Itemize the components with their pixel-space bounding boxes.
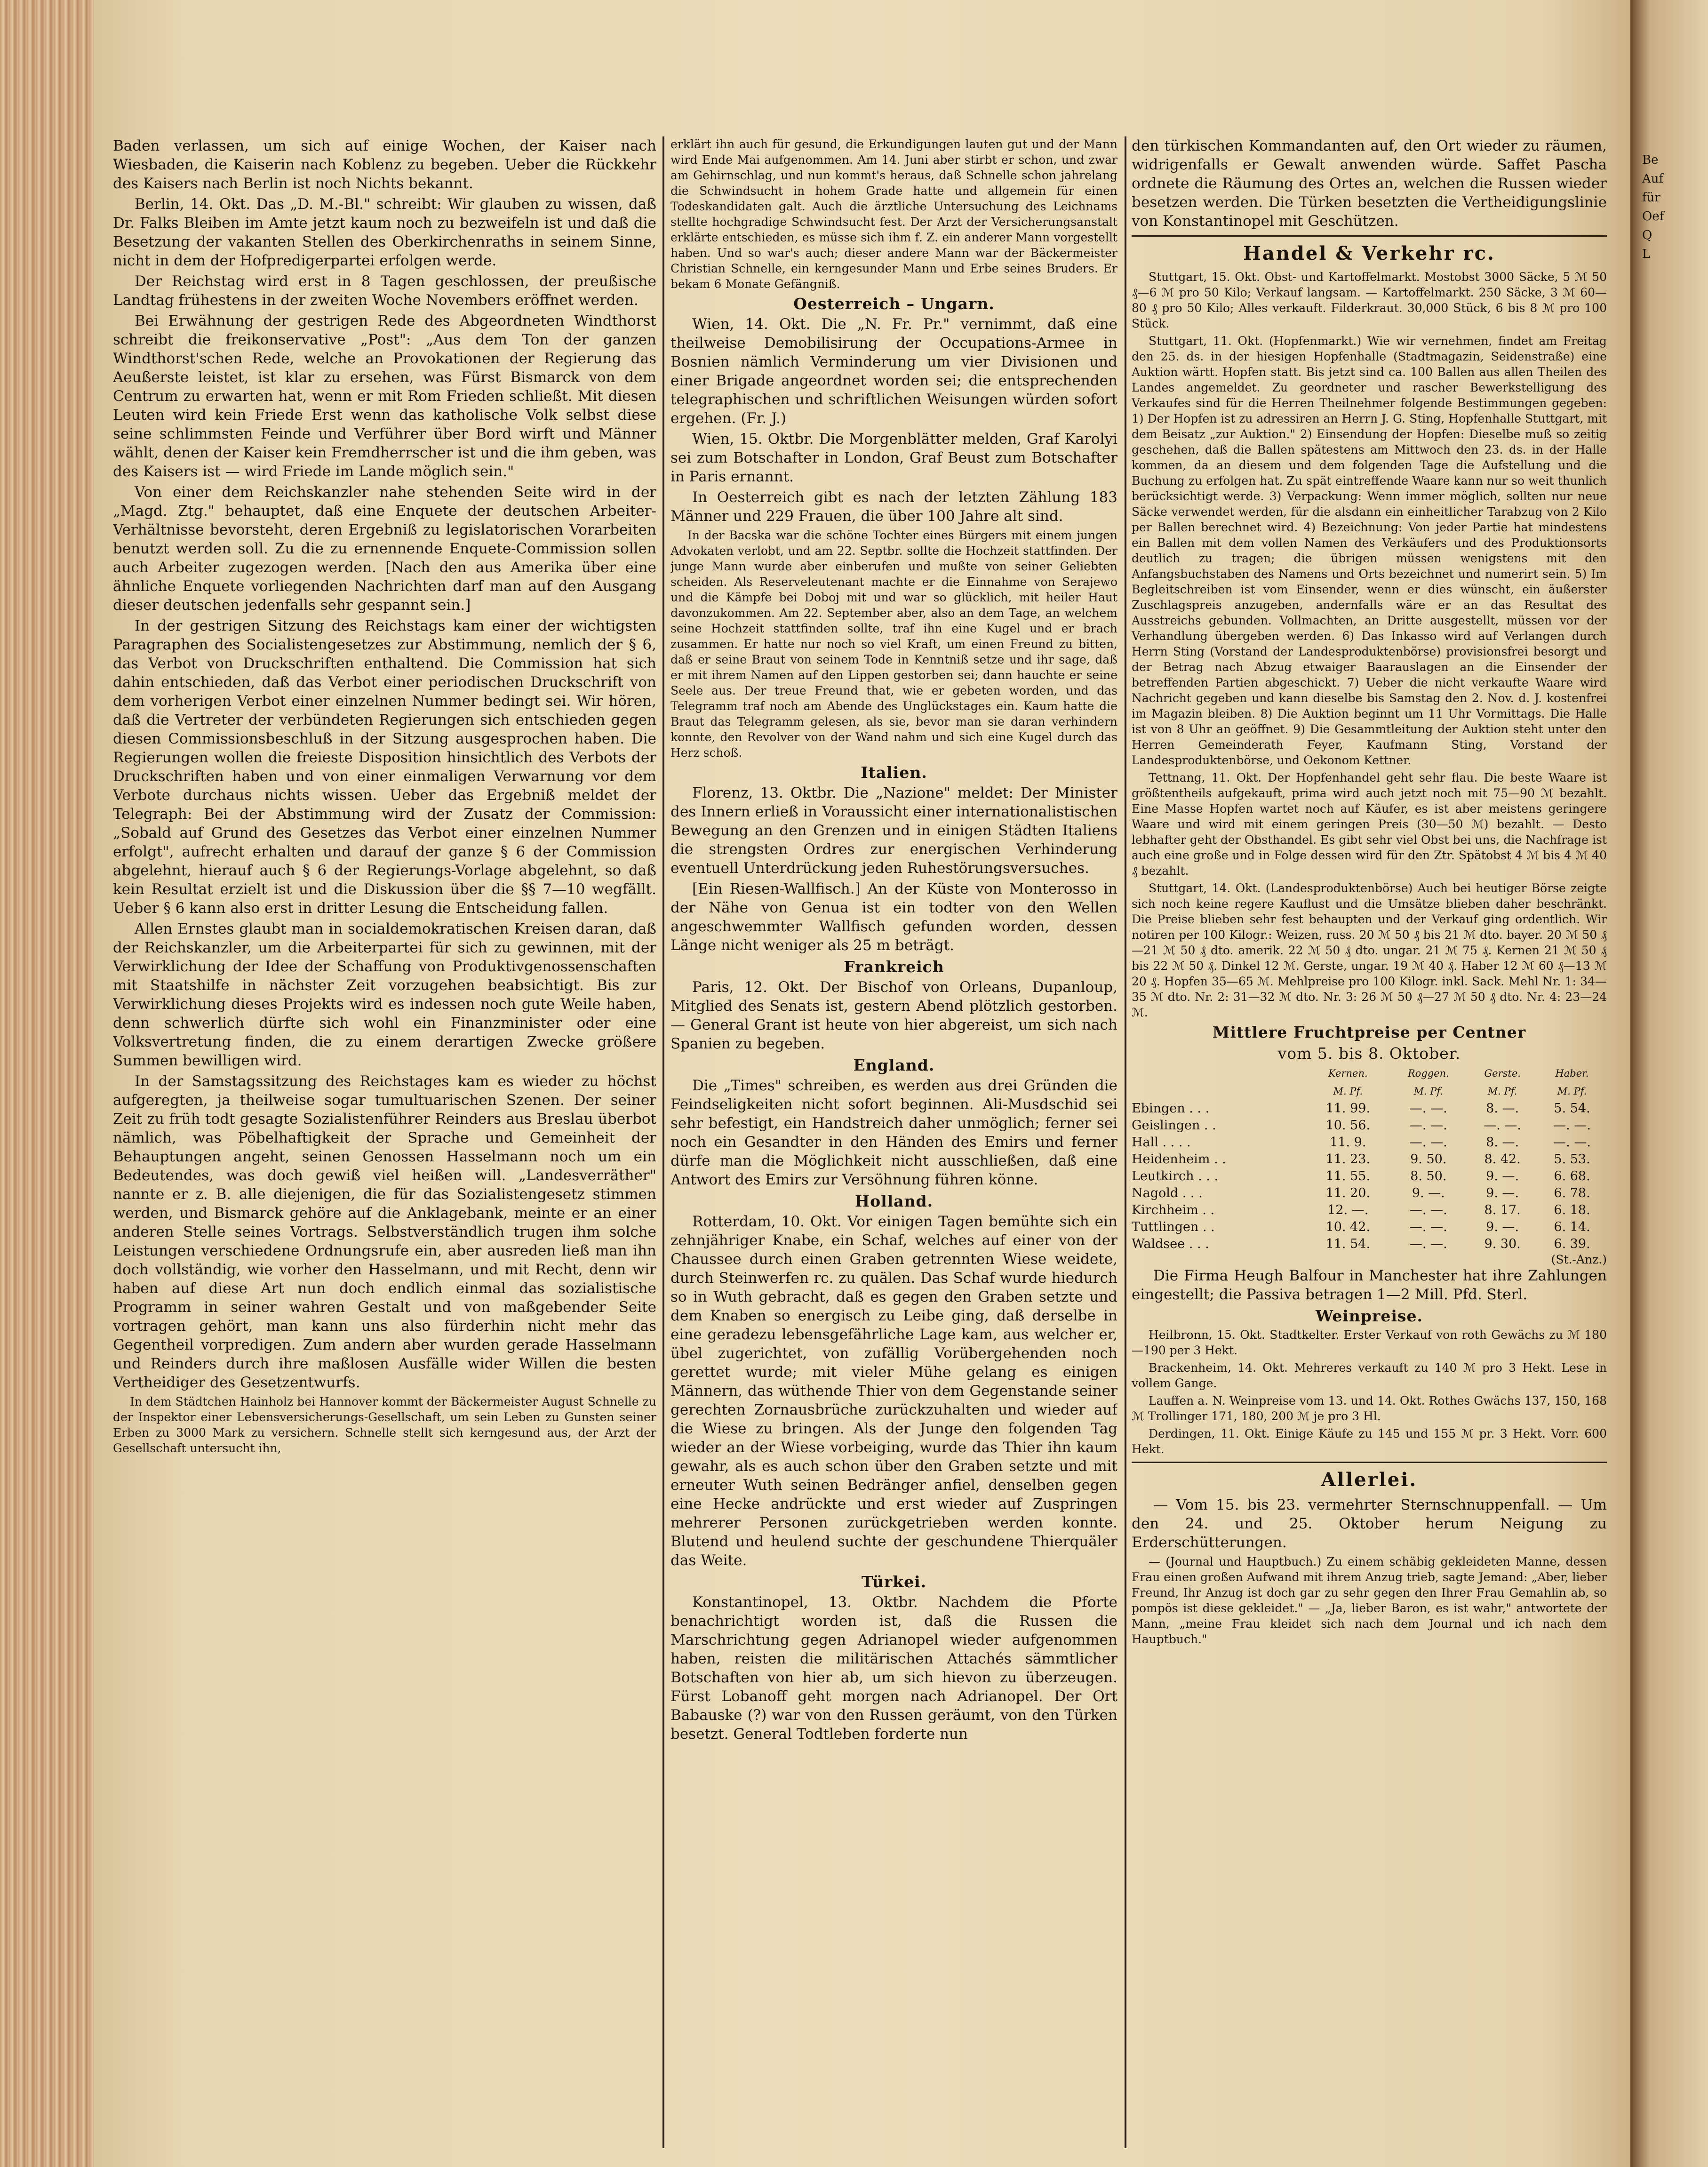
next-page-line: Auf [1642,172,1664,186]
price-cell: —. —. [1409,1118,1447,1133]
table-row [1132,1100,1607,1117]
column-2 [670,136,1117,2148]
price-cell: 6. 68. [1554,1169,1590,1183]
section-heading-misc: Allerlei. [1321,1469,1418,1491]
price-cell: 11. 55. [1325,1169,1371,1183]
section-heading-wine: Weinpreise. [1316,1307,1423,1325]
price-cell: 6. 78. [1554,1186,1590,1200]
price-cell: 9. —. [1486,1169,1519,1183]
grain-price-subtitle: vom 5. bis 8. Oktober. [1277,1044,1461,1063]
column-3 [1132,136,1607,2148]
next-page-line: Be [1642,153,1659,167]
town-cell: Ebingen . . . [1132,1101,1210,1116]
next-page-line: für [1642,191,1660,205]
table-header-row [1132,1064,1607,1082]
price-cell: —. —. [1553,1135,1591,1150]
article-paragraph: Florenz, 13. Oktbr. Die „Nazione" meldet: Der Minister des Innern erließ in Voraussicht einer internationalistischen Bewegung an den Grenzen und in einigen Städten Italiens die strengsten Ordres zur energischen Verhinderung eventuell Unterdrückung jeden Ruhestörungsversuches. [670,784,1117,877]
article-paragraph: In der gestrigen Sitzung des Reichstags kam einer der wichtigsten Paragraphen des Socialistengesetzes zur Abstimmung, nemlich der § 6, das Verbot von Druckschriften enthaltend. Die Commission hat sich dahin entschieden, daß das Verbot einer periodischen Druckschrift von dem vorherigen Verbot einer einzelnen Nummer bedingt sei. Wir hören, daß die Vertreter der verbündeten Regierungen sich entschieden gegen diesen Commissionsbeschluß in der Sitzung ausgesprochen haben. Die Regierungen wollen die freieste Disposition hinsichtlich des Verbots der Druckschriften haben und von einer einmaligen Verwarnung vor dem Verbote durchaus nichts wissen. Ueber das Ergebniß meldet der Telegraph: Bei der Abstimmung wird der Zusatz der Commission: „Sobald auf Grund des Gesetzes das Verbot einer einzelnen Nummer erfolgt", aufrecht erhalten und darauf der ganze § 6 der Commission abgelehnt, hierauf auch § 6 der Regierungs-Vorlage abgelehnt, so daß kein Resultat erzielt ist und die Diskussion über die §§ 7—10 wegfällt. Ueber § 6 kann also erst in dritter Lesung die Entscheidung fallen. [113,617,656,917]
article-paragraph: Berlin, 14. Okt. Das „D. M.-Bl." schreibt: Wir glauben zu wissen, daß Dr. Falks Bleiben im Amte jetzt kaum noch zu bezweifeln ist und daß die Besetzung der vakanten Stellen des Oberkirchenraths in seinem Sinne, nicht in dem der Hofpredigerpartei erfolgen werde. [113,196,656,269]
article-paragraph: — Vom 15. bis 23. vermehrter Sternschnuppenfall. — Um den 24. und 25. Oktober herum Neigung zu Erderschütterungen. [1132,1496,1607,1551]
town-cell: Hall . . . . [1132,1135,1191,1150]
small-print-note: In dem Städtchen Hainholz bei Hannover kommt der Bäckermeister August Schnelle zu der Inspektor einer Lebensversicherungs-Gesellschaft, um sein Leben zu Gunsten seiner Erben zu 3000 Mark zu versichern. Schnelle stellt sich kerngesund aus, der Arzt der Gesellschaft untersucht ihn, [113,1395,656,1455]
article-paragraph: Der Reichstag wird erst in 8 Tagen geschlossen, der preußische Landtag frühestens in der zweiten Woche Novembers eröffnet werden. [113,273,656,309]
article-paragraph: In der Samstagssitzung des Reichstages kam es wieder zu höchst aufgeregten, ja theilweise sogar tumultuarischen Szenen. Der seiner Zeit zu früh todt gesagte Sozialistenführer Reinders aus Breslau überbot nämlich, was Pöbelhaftigkeit der Sprache und Gemeinheit der Behauptungen angeht, seinen Genossen Hasselmann noch um ein Bedeutendes, was doch gewiß viel heißen will. „Landesverräther" nannte er z. B. alle diejenigen, die für das Sozialistengesetz stimmen werden, und Bismarck gehöre auf die Anklagebank, meinte er an einer anderen Stelle seines Vortrags. Selbstverständlich trugen ihm solche Leistungen verschiedene Ordnungsrufe ein, aber ausreden ließ man ihn doch vollständig, wie vorher den Hasselmann, und mit Recht, denn wir haben auf diese Art nun doch endlich einmal das sozialistische Programm in seiner wahren Gestalt und von maßgebender Seite vortragen gehört, man kann uns also fürderhin nicht mehr das Gegentheil vorpredigen. Zum andern aber wurden gerade Hasselmann und Reinders durch ihre maßlosen Ausfälle wider Willen die besten Vertheidiger des Gesetzentwurfs. [113,1073,656,1391]
article-paragraph: Wien, 14. Okt. Die „N. Fr. Pr." vernimmt, daß eine theilweise Demobilisirung der Occupations-Armee in Bosnien nämlich Verminderung um vier Divisionen und einer Brigade angeordnet worden sei; die entsprechenden telegraphischen und schriftlichen Weisungen würden sofort ergehen. (Fr. J.) [670,316,1117,427]
article-paragraph: Die Firma Heugh Balfour in Manchester hat ihre Zahlungen eingestellt; die Passiva betragen 1—2 Mill. Pfd. Sterl. [1132,1267,1607,1303]
column-rule-2 [1125,136,1126,2148]
small-print-note: — (Journal und Hauptbuch.) Zu einem schäbig gekleideten Manne, dessen Frau einen großen Aufwand mit ihrem Anzug trieb, sagte Jemand: „Aber, lieber Freund, Ihr Anzug ist doch gar zu sehr gegen den Ihrer Frau Gemahlin ab, so pompös ist diese gekleidet." — „Ja, lieber Baron, es ist wahr," antwortete der Mann, „meine Frau kleidet sich nach dem Journal und ich nach dem Hauptbuch." [1132,1555,1607,1646]
next-page-line: Oef [1642,209,1664,224]
table-header-cell: M. Pf. [1413,1086,1444,1097]
town-cell: Leutkirch . . . [1132,1169,1219,1183]
article-paragraph: den türkischen Kommandanten auf, den Ort wieder zu räumen, widrigenfalls er Gewalt anwenden würde. Saffet Pascha ordnete die Räumung des Ortes an, welchen die Russen wieder besetzen werden. Die Türken besetzten die Vertheidigungslinie von Konstantinopel mit Geschützen. [1132,137,1607,230]
price-cell: 5. 53. [1554,1152,1590,1167]
book-page-edges [0,0,94,2167]
small-print-note: In der Bacska war die schöne Tochter eines Bürgers mit einem jungen Advokaten verlobt, und am 22. Septbr. sollte die Hochzeit stattfinden. Der junge Mann wurde aber einberufen und mußte von seiner Geliebten scheiden. Als Reserveleutenant machte er die Einnahme von Serajewo und die Kämpfe bei Doboj mit und war so glücklich, mit heiler Haut davonzukommen. Am 22. September aber, also an dem Tage, an welchem seine Hochzeit stattfinden sollte, traf ihn eine Kugel und er brach zusammen. Er hatte nur noch so viel Kraft, um einen Freund zu bitten, daß er seine Braut von seinem Tode in Kenntniß setze und ihr sage, daß er mit ihrem Namen auf den Lippen gestorben sei; dann hauchte er seine Seele aus. Der treue Freund that, wie er gebeten worden, und das Telegramm traf noch am Abende des Unglückstages ein. Kaum hatte die Braut das Telegramm gelesen, als sie, bevor man sie daran verhindern konnte, den Revolver von der Wand nahm und sich eine Kugel durch das Herz schoß. [670,528,1117,760]
price-cell: —. —. [1409,1237,1447,1251]
town-cell: Waldsee . . . [1132,1237,1209,1251]
grain-price-title: Mittlere Fruchtpreise per Centner [1212,1023,1526,1041]
grain-price-table [1132,1064,1607,1253]
table-header-cell: M. Pf. [1487,1086,1517,1097]
table-header-cell: Gerste. [1484,1068,1521,1079]
article-paragraph: Rotterdam, 10. Okt. Vor einigen Tagen bemühte sich ein zehnjähriger Knabe, ein Schaf, welches auf einer von der Chaussee durch einen Graben getrennten Wiese weidete, durch Steinwerfen rc. zu quälen. Das Schaf wurde hiedurch so in Wuth gebracht, daß es gegen den Graben setzte und dem Knaben so energisch zu Leibe ging, daß derselbe in eine geradezu lebensgefährliche Lage kam, aus welcher er, übel zugerichtet, von zufällig Vorübergehenden noch gerettet wurde; mit vieler Mühe gelang es einigen Männern, das wüthende Thier von dem Gegenstande seiner gerechten Zornausbrüche zurückzuhalten und wieder auf die Wiese zu bringen. Als der Junge den folgenden Tag wieder an der Wiese vorbeiging, wurde das Thier ihn kaum gewahr, als es auch schon über den Graben setzte und mit erneuter Wuth seinen Bedränger anfiel, denselben gegen eine Hecke andrückte und erst wieder auf Zuspringen mehrerer Personen zurückgetrieben werden konnte. Blutend und heulend suchte der geschundene Thierquäler das Weite. [670,1213,1117,1569]
section-heading-austria: Oesterreich – Ungarn. [793,295,995,313]
price-cell: 9. —. [1412,1186,1445,1200]
small-print-note: erklärt ihn auch für gesund, die Erkundigungen lauten gut und der Mann wird Ende Mai aufgenommen. Am 14. Juni aber stirbt er schon, und zwar am Gehirnschlag, und nun kommt's heraus, daß Schnelle schon jahrelang die Schwindsucht in hohem Grade hatte und allgemein für einen Todeskandidaten galt. Auch die ärztliche Untersuchung des Leichnams stellte hochgradige Schwindsucht fest. Der Arzt der Versicherungsanstalt erklärte entschieden, es müsse sich ihm f. Z. ein anderer Mann vorgestellt haben. Und so war's auch; dieser andere Mann war der Bäckermeister Christian Schnelle, ein kerngesunder Mann und Erbe seines Bruders. Er bekam 6 Monate Gefängniß. [670,137,1117,291]
price-cell: 9. —. [1486,1186,1519,1200]
town-cell: Nagold . . . [1132,1186,1203,1200]
column-1 [113,136,656,2148]
price-cell: 6. 14. [1554,1220,1590,1234]
price-cell: 8. —. [1486,1101,1519,1116]
article-paragraph: [Ein Riesen-Wallfisch.] An der Küste von Monterosso in der Nähe von Genua ist ein todter von den Wellen angeschwemmter Wallfisch gefunden worden, dessen Länge nicht weniger als 25 m beträgt. [670,880,1117,954]
market-report: Stuttgart, 15. Okt. Obst- und Kartoffelmarkt. Mostobst 3000 Säcke, 5 ℳ 50 ₰—6 ℳ pro 50 Kilo; Verkauf langsam. — Kartoffelmarkt. 250 Säcke, 3 ℳ 60—80 ₰ pro 50 Kilo; Alles verkauft. Filderkraut. 30,000 Stück, 6 bis 8 ℳ pro 100 Stück. [1132,270,1607,330]
table-header-cell: Roggen. [1407,1068,1449,1079]
town-cell: Heidenheim . . [1132,1152,1226,1167]
price-cell: 8. 50. [1410,1169,1447,1183]
table-row [1132,1134,1607,1151]
section-heading-holland: Holland. [854,1192,934,1210]
next-page-text [1630,0,1708,264]
price-cell: 11. 54. [1325,1237,1371,1251]
market-report: Stuttgart, 11. Okt. (Hopfenmarkt.) Wie wir vernehmen, findet am Freitag den 25. ds. in der hiesigen Hopfenhalle (Stadtmagazin, Seidenstraße) eine Auktion wärtt. Hopfen statt. Bis jetzt sind ca. 100 Ballen aus allen Theilen des Landes angemeldet. Zu geordneter und rascher Bewerkstelligung des Verkaufes sind für die Herren Theilnehmer folgende Bestimmungen gegeben: 1) Der Hopfen ist zu adressiren an Herrn J. G. Sting, Hopfenhalle Stuttgart, mit dem Beisatz „zur Auktion." 2) Einsendung der Hopfen: Dieselbe muß so zeitig geschehen, daß die Ballen spätestens am Mittwoch den 23. ds. in der Halle kommen, da an diesem und dem folgenden Tage die Aufstellung und die Buchung zu erfolgen hat. Zu spät eintreffende Waare kann nur so weit thunlich berücksichtigt werde. 3) Verpackung: Wenn immer möglich, sollten nur neue Säcke verwendet werden, für die alsdann ein einheitlicher Tarabzug von 2 Kilo per Ballen berechnet wird. 4) Bezeichnung: Von jeder Partie hat mindestens ein Ballen mit dem vollen Namen des Verkäufers und des Produktionsorts deutlich zu tragen; die übrigen müssen wenigstens mit den Anfangsbuchstaben des Namens und Orts bezeichnet und numerirt sein. 5) Im Begleitschreiben ist vom Einsender, wenn er dies wünscht, ein äußerster Zuschlagspreis anzugeben, andernfalls wäre er an das Resultat des Ausstreichs gebunden. Vollmachten, an Dritte ausgestellt, müssen vor der Verhandlung übergeben werden. 6) Das Inkasso wird auf Verlangen durch Herrn Sting (Vorstand der Landesproduktenbörse) provisionsfrei besorgt und der Betrag nach Abzug etwaiger Baarauslagen an die Einsender der betreffenden Partien abgeschickt. 7) Ueber die nicht verkaufte Waare wird Nachricht gegeben und kann dieselbe bis Samstag den 2. Nov. d. J. kostenfrei im Magazin bleiben. 8) Die Auktion beginnt um 11 Uhr Vormittags. Die Halle ist von 8 Uhr an geöffnet. 9) Die Gesammtleitung der Auktion steht unter den Herren Gemeinderath Feyer, Kaufmann Sting, Vorstand der Landesproduktenbörse, und Oekonom Kettner. [1132,334,1607,767]
next-page-edge [1630,0,1708,2167]
market-report: Tettnang, 11. Okt. Der Hopfenhandel geht sehr flau. Die beste Waare ist größtentheils aufgekauft, prima wird auch jetzt noch mit 75—90 ℳ bezahlt. Eine Masse Hopfen wartet noch auf Käufer, es ist aber meistens geringere Waare und wird mit einem geringen Preis (30—50 ℳ) bezahlt. — Desto lebhafter geht der Obsthandel. Es gibt sehr viel Obst bei uns, die Nachfrage ist auch eine große und in Folge dessen wird für den Ztr. Spätobst 4 ℳ bis 4 ℳ 40 ₰ bezahlt. [1132,771,1607,878]
price-cell: 8. 17. [1484,1203,1521,1217]
price-cell: 8. —. [1486,1135,1519,1150]
table-row [1132,1236,1607,1253]
section-heading-england: England. [853,1056,935,1074]
town-cell: Geislingen . . [1132,1118,1216,1133]
article-paragraph: Konstantinopel, 13. Oktbr. Nachdem die Pforte benachrichtigt worden ist, daß die Russen die Marschrichtung gegen Adrianopel wieder aufgenommen haben, reisten die militärischen Attachés sämmtlicher Botschaften von hier ab, um sich hievon zu überzeugen. Fürst Lobanoff geht morgen nach Adrianopel. Der Ort Babauske (?) war von den Russen geräumt, von den Türken besetzt. General Todtleben forderte nun [670,1594,1117,1743]
price-cell: —. —. [1409,1135,1447,1150]
article-paragraph: In Oesterreich gibt es nach der letzten Zählung 183 Männer und 229 Frauen, die über 100 Jahre alt sind. [670,489,1117,525]
article-paragraph: Paris, 12. Okt. Der Bischof von Orleans, Dupanloup, Mitglied des Senats ist, gestern Abend plötzlich gestorben. — General Grant ist heute von hier abgereist, um sich nach Spanien zu begeben. [670,979,1117,1052]
article-paragraph: Die „Times" schreiben, es werden aus drei Gründen die Feindseligkeiten nicht sofort beginnen. Ali-Musdschid sei sehr befestigt, ein Handstreich daher unmöglich; ferner sei noch ein Gesandter in den Händen des Emirs und ferner dürfe man die Möglichkeit nicht ausschließen, daß eine Antwort des Emirs zur Versöhnung führen könne. [670,1077,1117,1188]
price-cell: 11. 23. [1325,1152,1371,1167]
table-row [1132,1185,1607,1202]
next-page-line: Q [1642,228,1652,242]
section-heading-france: Frankreich [844,958,944,976]
price-cell: 9. 30. [1484,1237,1521,1251]
price-cell: 9. 50. [1410,1152,1447,1167]
market-report: Heilbronn, 15. Okt. Stadtkelter. Erster Verkauf von roth Gewächs zu ℳ 180—190 per 3 Hekt. [1132,1328,1607,1357]
table-header-cell: Haber. [1555,1068,1589,1079]
source-tag: (St.-Anz.) [1551,1253,1607,1266]
table-header-cell: Kernen. [1328,1068,1368,1079]
table-row [1132,1202,1607,1219]
market-report: Derdingen, 11. Okt. Einige Käufe zu 145 und 155 ℳ pr. 3 Hekt. Vorr. 600 Hekt. [1132,1427,1607,1456]
price-cell: 10. 56. [1325,1118,1371,1133]
article-paragraph: Von einer dem Reichskanzler nahe stehenden Seite wird in der „Magd. Ztg." behauptet, daß eine Enquete der deutschen Arbeiter-Verhältnisse bevorsteht, deren Ergebniß zu legislatorischen Vorarbeiten benutzt werden soll. Zu die zu ernennende Enquete-Commission sollen auch Arbeiter zugezogen werden. [Nach den aus Amerika über eine ähnliche Enquete vorliegenden Nachrichten darf man auf den Ausgang dieser deutschen jedenfalls sehr gespannt sein.] [113,484,656,614]
price-cell: 10. 42. [1325,1220,1371,1234]
column-rule-1 [662,136,664,2148]
price-cell: 6. 18. [1554,1203,1590,1217]
price-cell: 5. 54. [1554,1101,1590,1116]
price-cell: 11. 9. [1330,1135,1366,1150]
section-divider [1132,235,1607,237]
table-header-cell [1132,1064,1307,1082]
next-page-line: L [1642,247,1651,261]
table-header-cell [1132,1082,1307,1100]
table-row [1132,1219,1607,1236]
section-heading-turkey: Türkei. [861,1573,927,1591]
town-cell: Kirchheim . . [1132,1203,1215,1217]
table-header-cell: M. Pf. [1557,1086,1587,1097]
price-cell: —. —. [1553,1118,1591,1133]
market-report: Lauffen a. N. Weinpreise vom 13. und 14. Okt. Rothes Gwächs 137, 150, 168 ℳ Trollinger 171, 180, 200 ℳ je pro 3 Hl. [1132,1394,1607,1423]
price-cell: —. —. [1409,1220,1447,1234]
table-header-cell: M. Pf. [1333,1086,1363,1097]
table-row [1132,1117,1607,1134]
table-row [1132,1168,1607,1185]
town-cell: Tuttlingen . . [1132,1220,1215,1234]
price-cell: 11. 99. [1325,1101,1371,1116]
article-paragraph: Baden verlassen, um sich auf einige Wochen, der Kaiser nach Wiesbaden, die Kaiserin nach Koblenz zu begeben. Ueber die Rückkehr des Kaisers nach Berlin ist noch Nichts bekannt. [113,137,656,192]
market-report: Stuttgart, 14. Okt. (Landesproduktenbörse) Auch bei heutiger Börse zeigte sich noch keine regere Kauflust und die Umsätze blieben daher beschränkt. Die Preise blieben sehr fest behaupten und der Verkauf ging ordentlich. Wir notiren per 100 Kilogr.: Weizen, russ. 20 ℳ 50 ₰ bis 21 ℳ dto. bayer. 20 ℳ 50 ₰—21 ℳ 50 ₰ dto. amerik. 22 ℳ 50 ₰ dto. ungar. 21 ℳ 75 ₰. Kernen 21 ℳ 50 ₰ bis 22 ℳ 50 ₰. Dinkel 12 ℳ. Gerste, ungar. 19 ℳ 40 ₰. Haber 12 ℳ 60 ₰—13 ℳ 20 ₰. Hopfen 35—65 ℳ. Mehlpreise pro 100 Kilogr. inkl. Sack. Mehl Nr. 1: 34—35 ℳ dto. Nr. 2: 31—32 ℳ dto. Nr. 3: 26 ℳ 50 ₰—27 ℳ 50 ₰ dto. Nr. 4: 23—24 ℳ. [1132,881,1607,1019]
price-cell: 9. —. [1486,1220,1519,1234]
price-cell: —. —. [1409,1203,1447,1217]
grain-table-body [1132,1100,1607,1253]
price-cell: —. —. [1484,1118,1522,1133]
section-divider [1132,1462,1607,1463]
market-report: Brackenheim, 14. Okt. Mehreres verkauft zu 140 ℳ pro 3 Hekt. Lese in vollem Gange. [1132,1361,1607,1390]
table-row [1132,1151,1607,1168]
price-cell: 11. 20. [1325,1186,1371,1200]
section-heading-trade: Handel & Verkehr rc. [1243,242,1495,264]
section-heading-italy: Italien. [861,763,927,782]
table-unit-row [1132,1082,1607,1100]
article-paragraph: Wien, 15. Oktbr. Die Morgenblätter melden, Graf Karolyi sei zum Botschafter in London, Graf Beust zum Botschafter in Paris ernannt. [670,431,1117,485]
price-cell: 8. 42. [1484,1152,1521,1167]
article-paragraph: Allen Ernstes glaubt man in socialdemokratischen Kreisen daran, daß der Reichskanzler, um die Arbeiterpartei für sich zu gewinnen, mit der Verwirklichung der Idee der Schaffung von Produktivgenossenschaften mit Staatshilfe in nächster Zeit vorzugehen beabsichtigt. Bis zur Verwirklichung dieses Projekts wird es indessen noch gute Weile haben, denn schwerlich dürfte sich wohl ein Finanzminister oder eine Volksvertretung finden, die zu einem derartigen Zwecke größere Summen bewilligen wird. [113,920,656,1069]
article-paragraph: Bei Erwähnung der gestrigen Rede des Abgeordneten Windthorst schreibt die freikonservative „Post": „Aus dem Ton der ganzen Windthorst'schen Rede, welche an Provokationen der Regierung das Aeußerste leistet, ist klar zu ersehen, was Fürst Bismarck von dem Centrum zu erwarten hat, wenn er mit Rom Frieden schließt. Mit diesen Leuten wird kein Friede Erst wenn das katholische Volk selbst diese seine schlimmsten Feinde und Verführer über Bord wirft und Männer wählt, denen der Kaiser kein Fremdherrscher ist und die ihm geben, was des Kaisers ist — wird Friede im Lande möglich sein." [113,312,656,480]
price-cell: 6. 39. [1554,1237,1590,1251]
price-cell: —. —. [1409,1101,1447,1116]
price-cell: 12. —. [1327,1203,1369,1217]
